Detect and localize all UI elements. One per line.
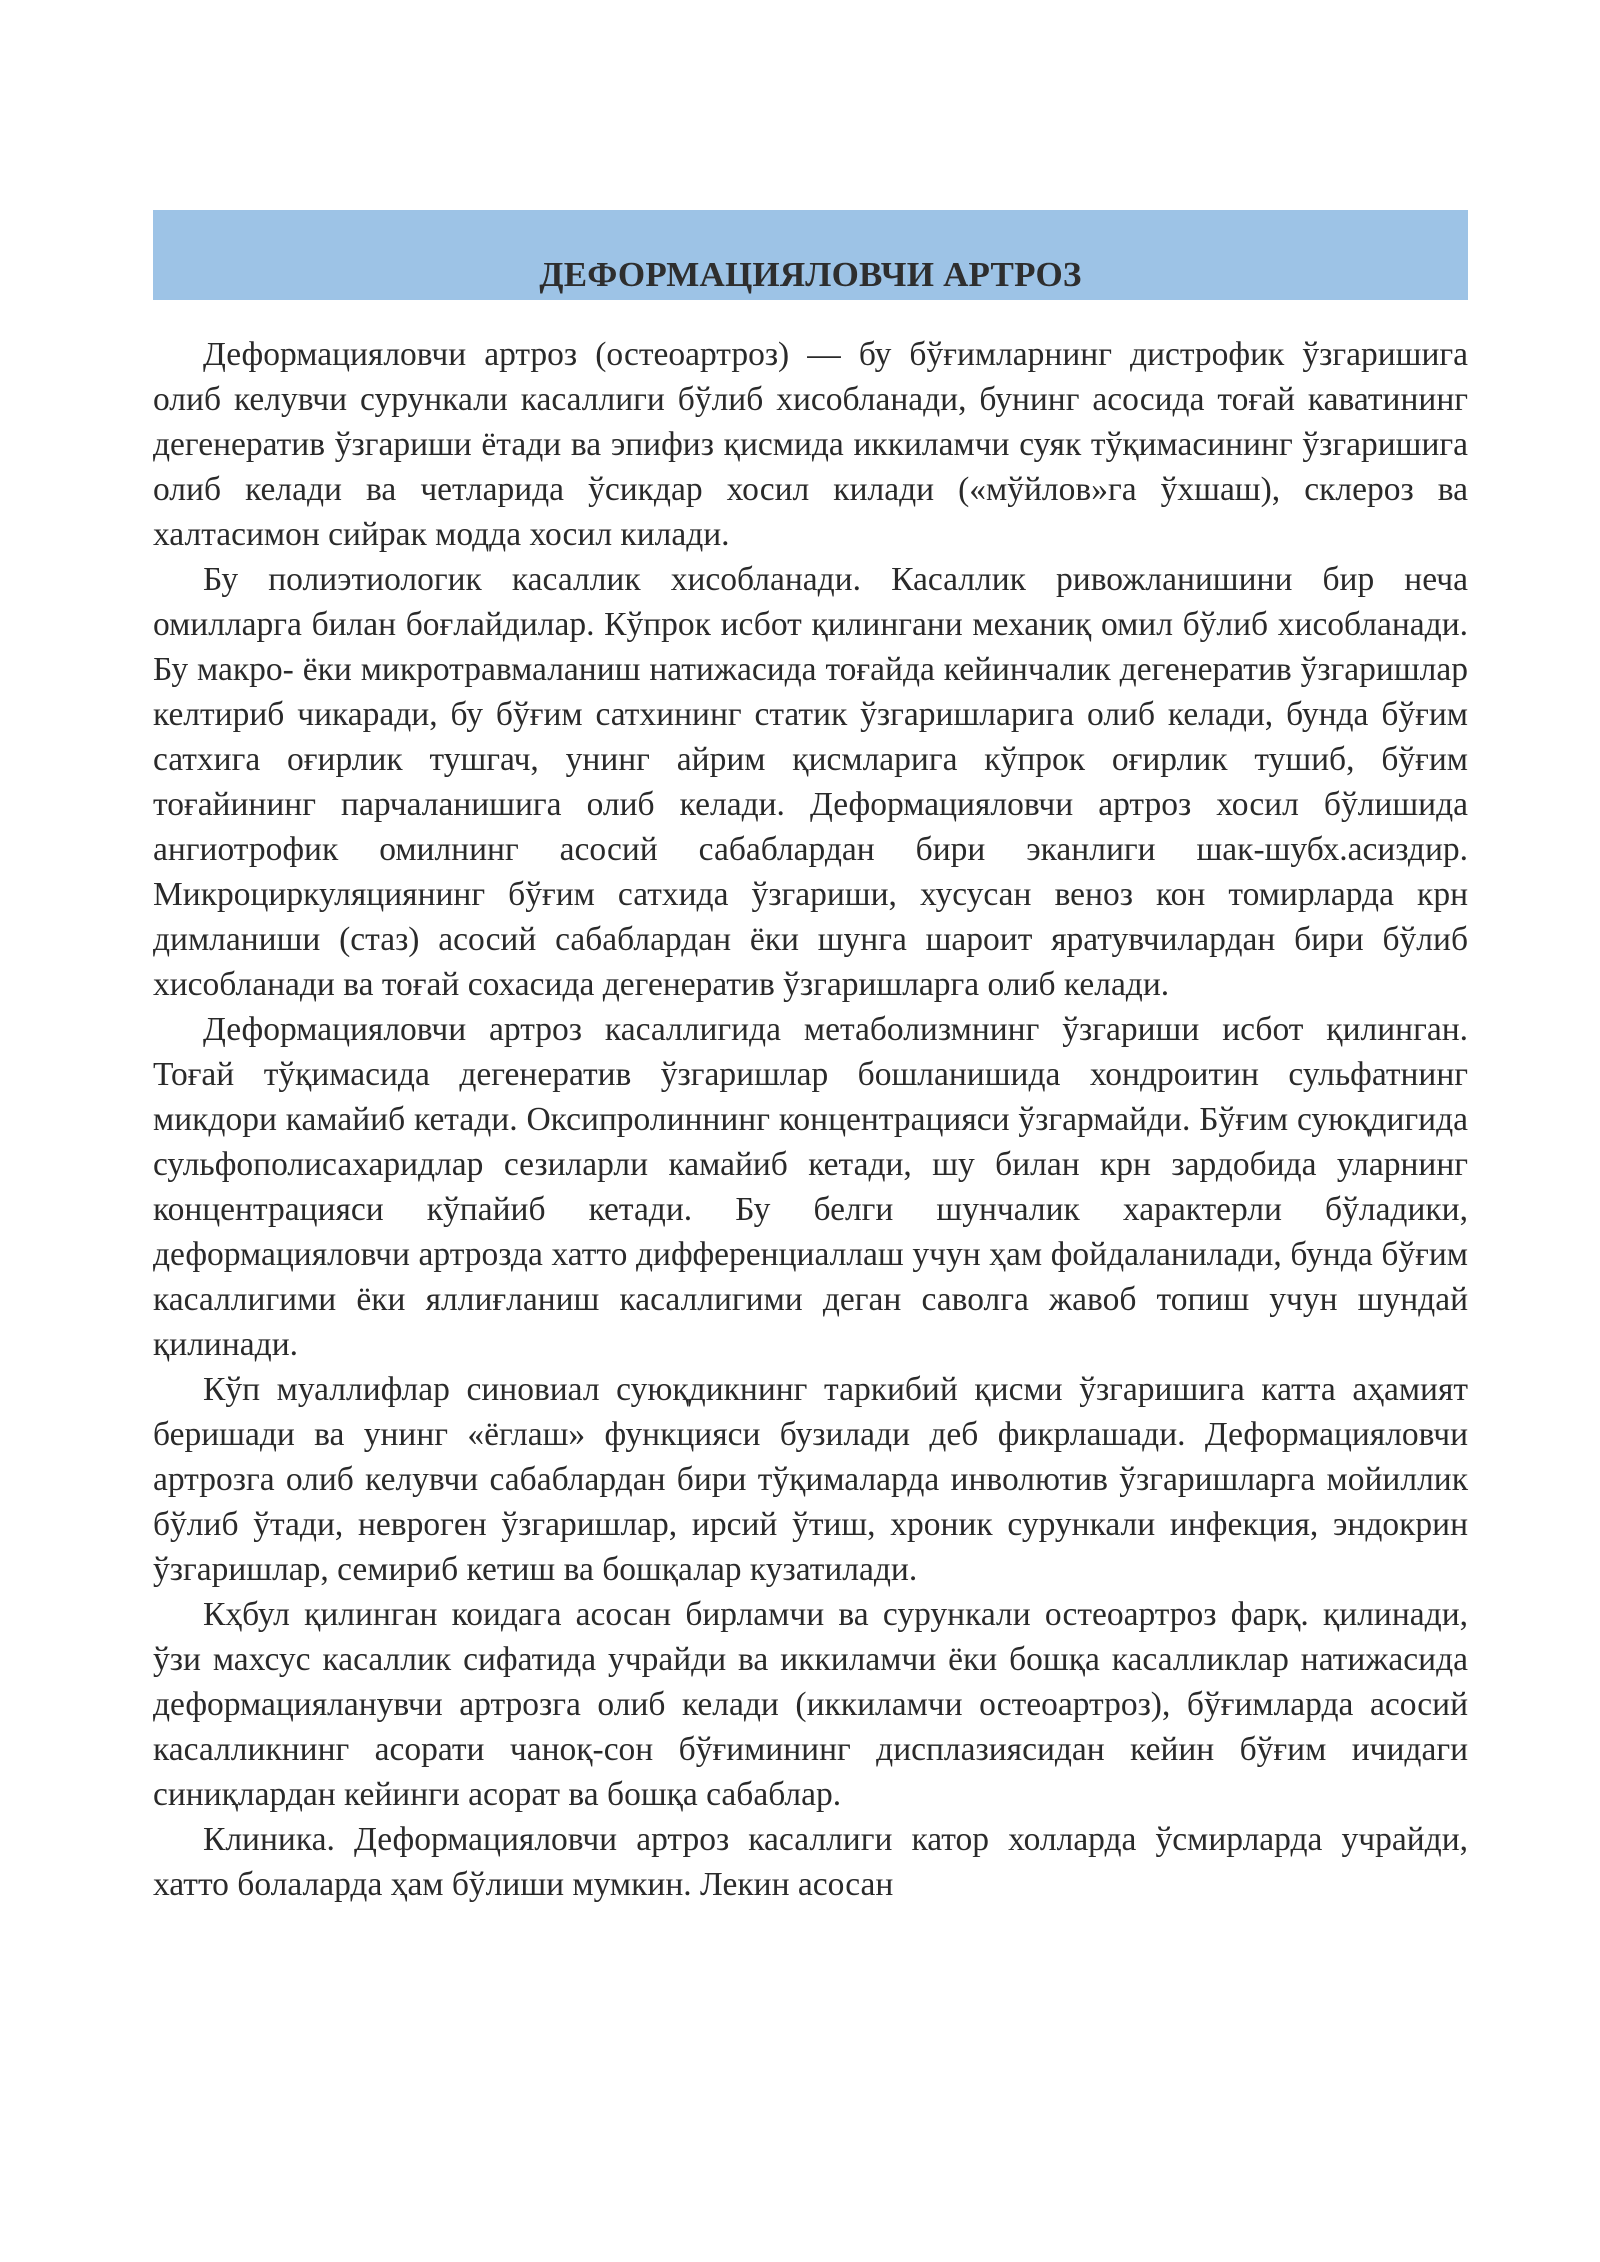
paragraph-classification: Кҳбул қилинган коидага асосан бирламчи ва сурункали остеоартроз фарқ. қилинади, ўзи махсус касаллик сифатида учрайди ва иккиламчи ёки бошқа касалликлар натижасида деформацияланувчи артрозга олиб келади (иккиламчи остеоартроз), бўғимларда асосий касалликнинг асорати чаноқ-сон бўғимининг дисплазиясидан кейин бўғим ичидаги синиқлардан кейинги асорат ва бошқа сабаблар. [153,1596,1468,1813]
document-body [153,332,1468,1907]
paragraph-synovial-fluid: Кўп муаллифлар синовиал суюқдикнинг таркибий қисми ўзгаришига катта аҳамият беришади ва унинг «ёглаш» функцияси бузилади деб фикрлашади. Деформацияловчи артрозга олиб келувчи сабаблардан бири тўқималарда инволютив ўзгаришларга мойиллик бўлиб ўтади, неврогeн ўзгаришлар, ирсий ўтиш, хроник сурункали инфекция, эндокрин ўзгаришлар, семириб кетиш ва бошқалар кузатилади. [153,1371,1468,1588]
paragraph-clinic: Клиника. Деформацияловчи артроз касаллиги катор холларда ўсмирларда учрайди, хатто болаларда ҳам бўлиши мумкин. Лекин асосан [153,1821,1468,1903]
paragraph-definition: Деформацияловчи артроз (остеоартроз) — бу бўғимларнинг дистрофик ўзгаришига олиб келувчи сурункали касаллиги бўлиб хисобланади, бунинг асосида тоғай каватининг дегенератив ўзгариши ётади ва эпифиз қисмида иккиламчи суяк тўқимасининг ўзгаришига олиб келади ва четларида ўсикдар хосил килади («мўйлов»га ўхшаш), склероз ва халтасимон сийрак модда хосил килади. [153,336,1468,553]
paragraph-etiology: Бу полиэтиологик касаллик хисобланади. Касаллик ривожланишини бир неча омилларга билан боғлайдилар. Кўпрок исбот қилингани механиқ омил бўлиб хисобланади. Бу макро- ёки микротравмаланиш натижасида тоғайда кейинчалик дегенератив ўзгаришлар келтириб чикаради, бу бўғим сатхининг статик ўзгаришларига олиб келади, бунда бўғим сатхига оғирлик тушгач, унинг айрим қисмларига кўпрок оғирлик тушиб, бўғим тоғайининг парчаланишига олиб келади. Деформацияловчи артроз хосил бўлишида ангиотрофик омилнинг асосий сабаблардан бири эканлиги шак-шубх.асиздир. Микроциркуляциянинг бўғим сатхида ўзгариши, хусусан веноз кон томирларда крн димланиши (стаз) асосий сабаблардан ёки шунга шароит яратувчилардан бири бўлиб хисобланади ва тоғай сохасида дегенератив ўзгаришларга олиб келади. [153,561,1468,1003]
title-banner [153,210,1468,300]
document-title: ДЕФОРМАЦИЯЛОВЧИ АРТРОЗ [539,255,1082,294]
paragraph-metabolism: Деформацияловчи артроз касаллигида метаболизмнинг ўзгариши исбот қилинган. Тоғай тўқимасида дегенератив ўзгаришлар бошланишида хондроитин сульфатнинг микдори камайиб кетади. Оксипролиннинг концентрацияси ўзгармайди. Бўғим суюқдигида сульфополисахаридлар сезиларли камайиб кетади, шу билан крн зардобида уларнинг концентрацияси кўпайиб кетади. Бу белги шунчалик характерли бўладики, деформацияловчи артрозда хатто дифференциаллаш учун ҳам фойдаланилади, бунда бўғим касаллигими ёки яллиғланиш касаллигими деган саволга жавоб топиш учун шундай қилинади. [153,1011,1468,1363]
